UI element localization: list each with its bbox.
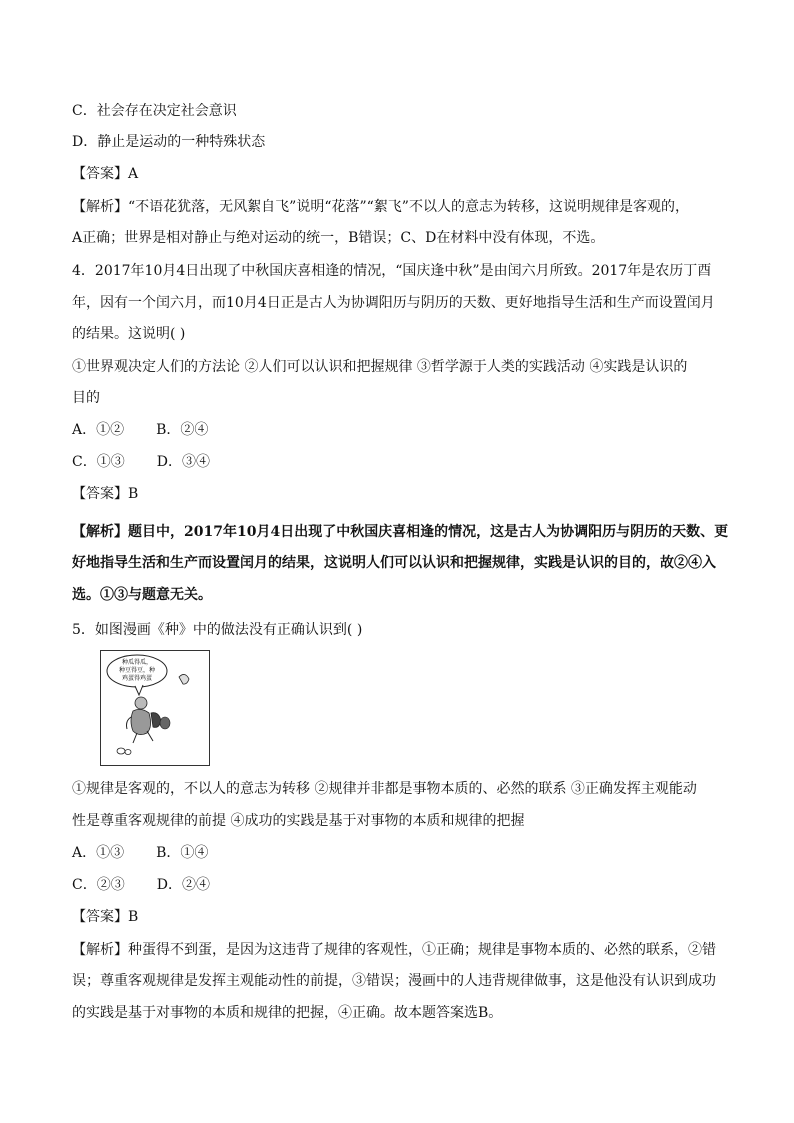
q5-stem: 5．如图漫画《种》中的做法没有正确认识到( ) bbox=[72, 622, 363, 638]
q3-analysis-line-2: A正确；世界是相对静止与绝对运动的统一，B错误；C、D在材料中没有体现，不选。 bbox=[72, 230, 605, 246]
q5-items-line-2: 性是尊重客观规律的前提 ④成功的实践是基于对事物的本质和规律的把握 bbox=[72, 813, 525, 829]
q4-stem-line-3: 的结果。这说明( ) bbox=[72, 326, 186, 342]
q4-answer: 【答案】B bbox=[72, 486, 139, 502]
q5-option-a: A．①③ bbox=[72, 845, 125, 861]
q3-option-c: C．社会存在决定社会意识 bbox=[72, 103, 237, 119]
q4-option-c: C．①③ bbox=[72, 454, 125, 470]
cartoon-image bbox=[100, 650, 210, 766]
q5-analysis-line-2: 误；尊重客观规律是发挥主观能动性的前提，③错误；漫画中的人违背规律做事，这是他没有认识到成功 bbox=[72, 973, 716, 989]
q4-analysis-line-2: 好地指导生活和生产而设置闰月的结果，这说明人们可以认识和把握规律，实践是认识的目的，故②④入 bbox=[72, 555, 716, 571]
q3-answer: 【答案】A bbox=[72, 166, 139, 182]
q4-option-d: D．③④ bbox=[156, 454, 210, 470]
q4-stem-line-1: 4．2017年10月4日出现了中秋国庆喜相逢的情况，“国庆逢中秋”是由闰六月所致。2017年是农历丁酉 bbox=[72, 263, 712, 279]
q5-answer: 【答案】B bbox=[72, 909, 139, 925]
q5-options-row-1 bbox=[72, 843, 722, 863]
q5-analysis-line-1: 【解析】种蛋得不到蛋，是因为这违背了规律的客观性，①正确；规律是事物本质的、必然的联系，②错 bbox=[72, 942, 716, 958]
q3-option-d: D．静止是运动的一种特殊状态 bbox=[72, 134, 266, 150]
q4-analysis-line-3: 选。①③与题意无关。 bbox=[72, 587, 212, 603]
q5-option-b: B．①④ bbox=[156, 845, 209, 861]
q4-option-a: A．①② bbox=[72, 422, 125, 438]
q5-analysis-line-3: 的实践是基于对事物的本质和规律的把握，④正确。故本题答案选B。 bbox=[72, 1005, 503, 1021]
q5-option-c: C．②③ bbox=[72, 877, 125, 893]
q3-analysis-line-1: 【解析】“不语花犹落，无风絮自飞”说明“花落”“絮飞”不以人的意志为转移，这说明规律是客观的， bbox=[72, 199, 689, 215]
q4-option-b: B．②④ bbox=[156, 422, 209, 438]
q4-items-line-2: 目的 bbox=[72, 390, 100, 406]
q4-options-row-1 bbox=[72, 420, 722, 440]
q4-options-row-2 bbox=[72, 452, 722, 472]
q5-option-d: D．②④ bbox=[156, 877, 210, 893]
q5-items-line-1: ①规律是客观的，不以人的意志为转移 ②规律并非都是事物本质的、必然的联系 ③正确发挥主观能动 bbox=[72, 781, 697, 797]
q4-analysis-line-1: 【解析】题目中，2017年10月4日出现了中秋国庆喜相逢的情况，这是古人为协调阳历与阴历的天数、更 bbox=[72, 524, 729, 540]
q4-stem-line-2: 年，因有一个闰六月，而10月4日正是古人为协调阳历与阴历的天数、更好地指导生活和生产而设置闰月 bbox=[72, 295, 715, 311]
cartoon-bubble-text-1: 种瓜得瓜， bbox=[121, 659, 153, 666]
cartoon-bubble-text-2: 种豆得豆，种 bbox=[118, 667, 156, 674]
cartoon-drawing bbox=[101, 651, 209, 765]
q5-options-row-2 bbox=[72, 875, 722, 895]
cartoon-bubble-text-3: 鸡蛋得鸡蛋 bbox=[121, 675, 153, 682]
q4-items-line-1: ①世界观决定人们的方法论 ②人们可以认识和把握规律 ③哲学源于人类的实践活动 ④实践是认识的 bbox=[72, 359, 688, 375]
